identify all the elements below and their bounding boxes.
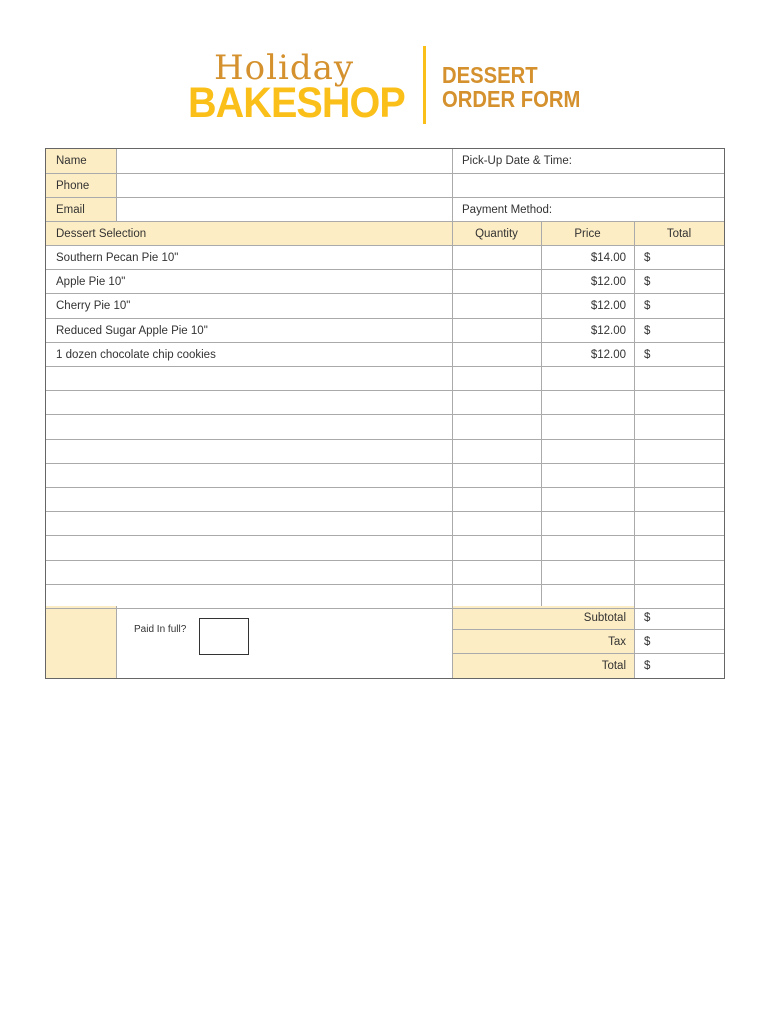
row-item: Cherry Pie 10" xyxy=(56,300,131,313)
row-total[interactable] xyxy=(634,415,724,439)
footer-left-bg xyxy=(46,606,116,678)
row-quantity[interactable] xyxy=(452,343,541,367)
row-item xyxy=(46,561,452,585)
row-price: $14.00 xyxy=(590,252,626,265)
name-field[interactable] xyxy=(117,149,452,173)
row-price xyxy=(541,512,634,536)
row-total[interactable]: $ xyxy=(644,276,651,289)
header-dessert-selection: Dessert Selection xyxy=(56,228,147,240)
paid-in-full-checkbox[interactable] xyxy=(199,618,249,655)
header-price: Price xyxy=(574,228,601,240)
row-price xyxy=(541,415,634,439)
row-quantity[interactable] xyxy=(452,440,541,464)
grid-hline xyxy=(452,653,724,654)
row-divider xyxy=(46,608,724,609)
row-divider xyxy=(46,366,724,367)
grid-vline xyxy=(541,222,542,606)
row-divider xyxy=(46,269,724,270)
row-price xyxy=(541,536,634,560)
row-divider xyxy=(46,487,724,488)
row-divider xyxy=(46,390,724,391)
paid-in-full-label: Paid In full? xyxy=(134,623,187,635)
email-field[interactable] xyxy=(117,198,452,222)
row-quantity[interactable] xyxy=(452,561,541,585)
row-total[interactable] xyxy=(634,391,724,415)
row-total[interactable]: $ xyxy=(644,300,651,313)
row-price: $12.00 xyxy=(590,276,626,289)
row-item xyxy=(46,391,452,415)
row-total[interactable] xyxy=(634,512,724,536)
form-title-line1: DESSERT xyxy=(442,62,538,88)
tax-label: Tax xyxy=(608,636,626,648)
row-divider xyxy=(46,511,724,512)
payment-label: Payment Method: xyxy=(462,204,553,216)
row-quantity[interactable] xyxy=(452,488,541,512)
tax-value[interactable]: $ xyxy=(644,636,651,648)
row-price xyxy=(541,391,634,415)
grid-hline xyxy=(46,221,724,222)
name-label: Name xyxy=(56,155,87,167)
row-divider xyxy=(46,463,724,464)
subtotal-label: Subtotal xyxy=(583,612,626,624)
row-total[interactable] xyxy=(634,367,724,391)
row-item xyxy=(46,536,452,560)
row-divider xyxy=(46,584,724,585)
row-price: $12.00 xyxy=(590,348,626,361)
phone-label: Phone xyxy=(56,179,90,192)
header-total: Total xyxy=(666,228,692,240)
header xyxy=(0,0,770,140)
row-price xyxy=(541,561,634,585)
row-divider xyxy=(46,535,724,536)
grid-hline xyxy=(46,245,724,246)
row-total[interactable]: $ xyxy=(644,252,651,265)
grid-vline xyxy=(452,149,453,678)
row-quantity[interactable] xyxy=(452,246,541,270)
row-total[interactable] xyxy=(634,536,724,560)
row-item xyxy=(46,585,452,609)
form-title-line2: ORDER FORM xyxy=(442,86,581,112)
row-price: $12.00 xyxy=(590,324,626,337)
row-total[interactable] xyxy=(634,440,724,464)
pickup-label: Pick-Up Date & Time: xyxy=(462,155,572,167)
row-total[interactable]: $ xyxy=(644,324,651,337)
row-total[interactable]: $ xyxy=(644,348,651,361)
row-item xyxy=(46,464,452,488)
row-quantity[interactable] xyxy=(452,415,541,439)
row-item xyxy=(46,415,452,439)
grid-vline xyxy=(116,606,117,678)
row-quantity[interactable] xyxy=(452,294,541,318)
row-item: Reduced Sugar Apple Pie 10" xyxy=(56,324,208,337)
row-item: 1 dozen chocolate chip cookies xyxy=(56,348,216,361)
grand-total-label: Total xyxy=(601,660,626,672)
row-divider xyxy=(46,560,724,561)
row-quantity[interactable] xyxy=(452,512,541,536)
row-price xyxy=(541,464,634,488)
phone-field[interactable] xyxy=(117,173,452,198)
row-price: $12.00 xyxy=(590,300,626,313)
grid-vline xyxy=(116,149,117,222)
row-quantity[interactable] xyxy=(452,319,541,343)
pickup-field[interactable] xyxy=(452,173,724,198)
logo-holiday: Holiday xyxy=(214,48,355,88)
row-total[interactable] xyxy=(634,561,724,585)
row-quantity[interactable] xyxy=(452,536,541,560)
row-quantity[interactable] xyxy=(452,391,541,415)
email-label: Email xyxy=(56,204,85,216)
row-total[interactable] xyxy=(634,488,724,512)
row-divider xyxy=(46,439,724,440)
row-item xyxy=(46,367,452,391)
row-quantity[interactable] xyxy=(452,270,541,294)
row-item xyxy=(46,512,452,536)
row-price xyxy=(541,440,634,464)
grid-vline xyxy=(634,222,635,678)
header-divider xyxy=(423,46,426,124)
row-total[interactable] xyxy=(634,464,724,488)
subtotal-value[interactable]: $ xyxy=(644,612,651,624)
grid-hline xyxy=(452,173,724,174)
row-item: Southern Pecan Pie 10" xyxy=(56,252,179,265)
row-divider xyxy=(46,414,724,415)
grid-hline xyxy=(46,173,452,174)
row-item xyxy=(46,488,452,512)
header-quantity: Quantity xyxy=(475,228,518,240)
row-price xyxy=(541,488,634,512)
row-divider xyxy=(46,318,724,319)
grand-total-value[interactable]: $ xyxy=(644,660,651,672)
order-form xyxy=(45,148,725,679)
row-price xyxy=(541,367,634,391)
row-quantity[interactable] xyxy=(452,367,541,391)
row-divider xyxy=(46,342,724,343)
grid-hline xyxy=(46,197,724,198)
row-quantity[interactable] xyxy=(452,464,541,488)
logo-bakeshop: BAKESHOP xyxy=(188,79,405,127)
grid-hline xyxy=(452,629,724,630)
row-divider xyxy=(46,293,724,294)
row-item xyxy=(46,440,452,464)
row-item: Apple Pie 10" xyxy=(56,276,126,289)
